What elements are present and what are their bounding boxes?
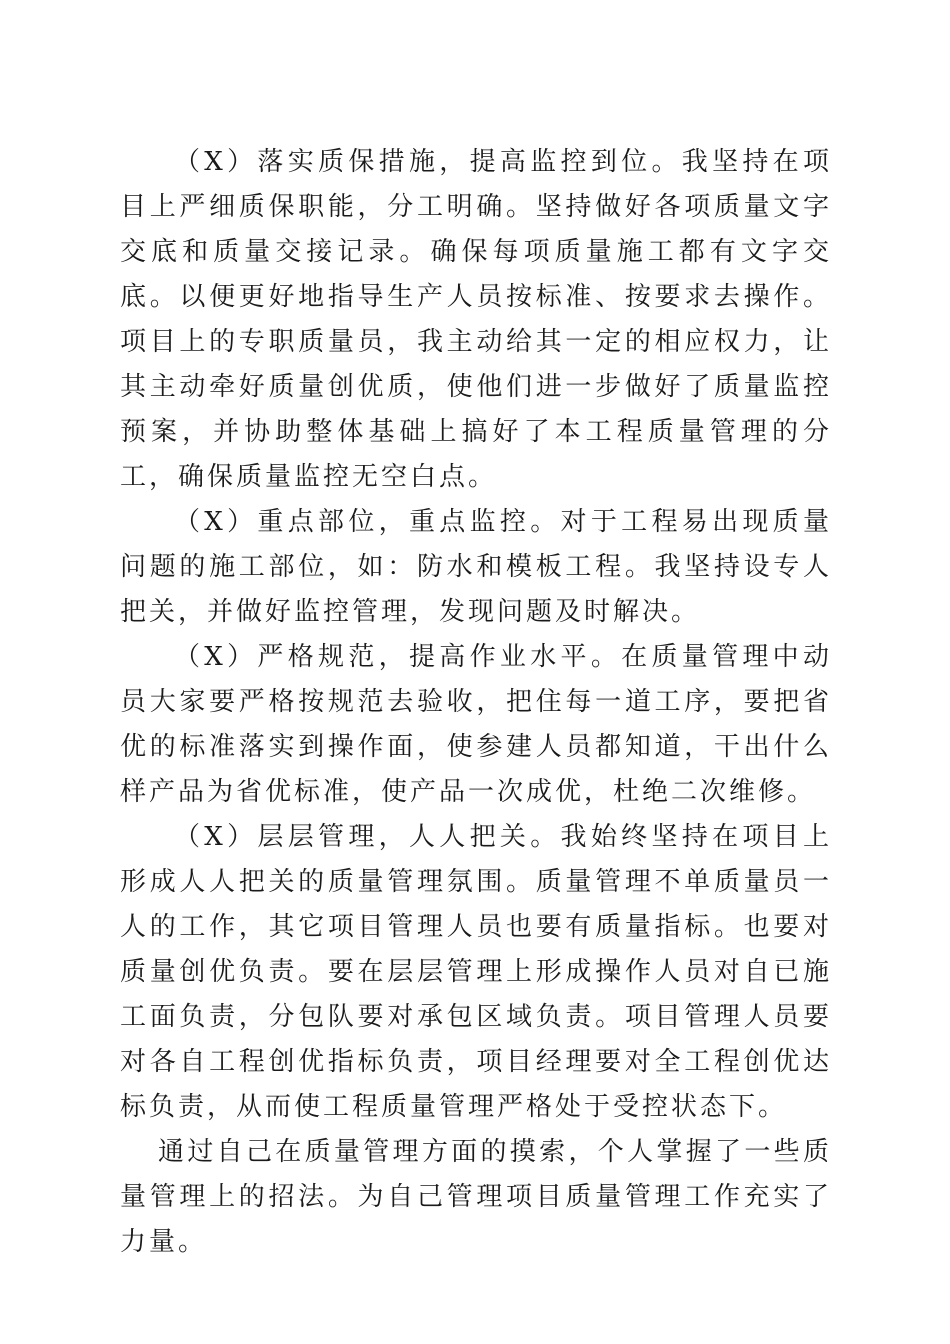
document-body: [120, 140, 832, 1265]
paragraph-quality-measures: （X）落实质保措施，提高监控到位。我坚持在项目上严细质保职能，分工明确。坚持做好各项质量文字交底和质量交接记录。确保每项质量施工都有文字交底。以便更好地指导生产人员按标准、按要求去操作。项目上的专职质量员，我主动给其一定的相应权力，让其主动牵好质量创优质，使他们进一步做好了质量监控预案，并协助整体基础上搞好了本工程质量管理的分工，确保质量监控无空白点。: [120, 147, 832, 492]
paragraph-layered-management: （X）层层管理，人人把关。我始终坚持在项目上形成人人把关的质量管理氛围。质量管理不单质量员一人的工作，其它项目管理人员也要有质量指标。也要对质量创优负责。要在层层管理上形成操作人员对自已施工面负责，分包队要对承包区域负责。项目管理人员要对各自工程创优指标负责，项目经理要对全工程创优达标负责，从而使工程质量管理严格处于受控状态下。: [120, 822, 832, 1122]
paragraph-summary: 通过自己在质量管理方面的摸索，个人掌握了一些质量管理上的招法。为自己管理项目质量管理工作充实了力量。: [120, 1137, 832, 1257]
paragraph-key-areas: （X）重点部位，重点监控。对于工程易出现质量问题的施工部位，如：防水和模板工程。我坚持设专人把关，并做好监控管理，发现问题及时解决。: [120, 507, 832, 627]
paragraph-standards: （X）严格规范，提高作业水平。在质量管理中动员大家要严格按规范去验收，把住每一道工序，要把省优的标准落实到操作面，使参建人员都知道，干出什么样产品为省优标准，使产品一次成优，杜绝二次维修。: [120, 642, 832, 807]
